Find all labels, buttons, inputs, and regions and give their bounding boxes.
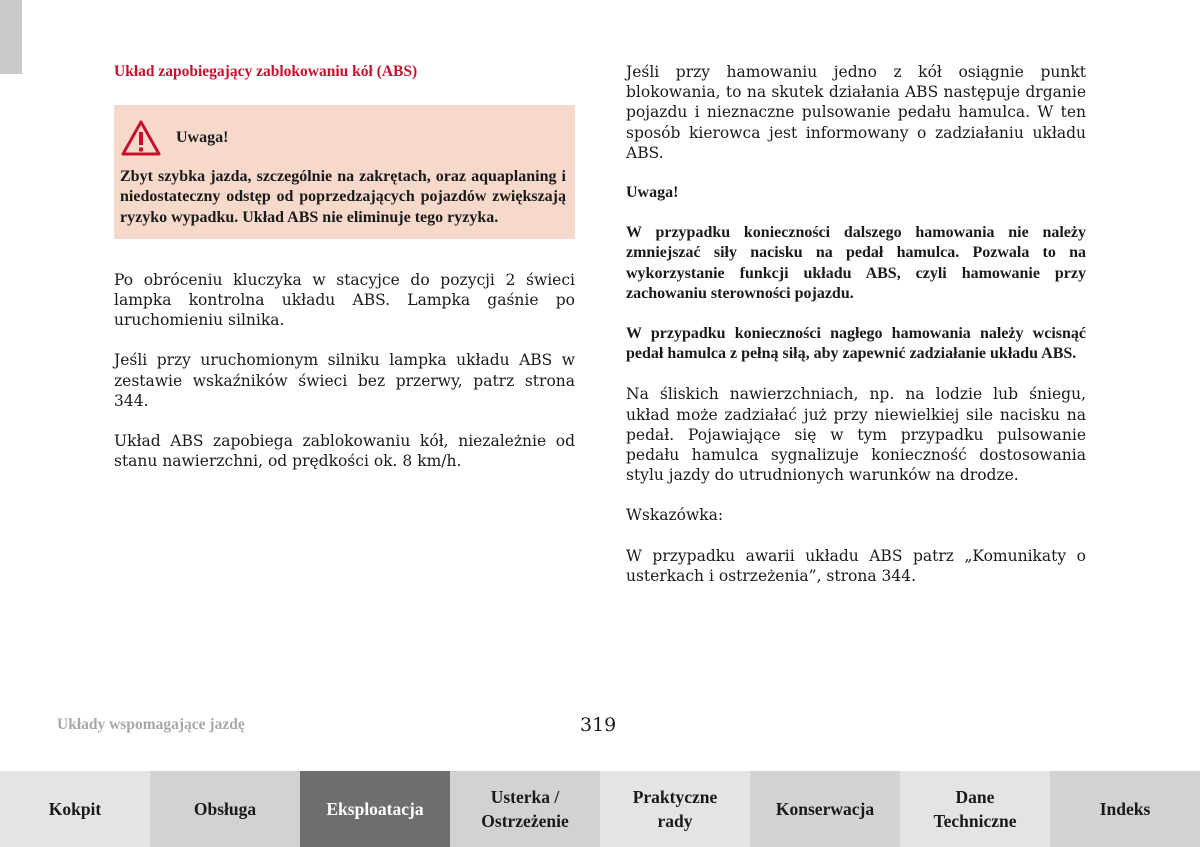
caution-label: Uwaga!	[626, 184, 679, 202]
hint-label: Wskazówka:	[626, 506, 724, 525]
tab-dane-techniczne[interactable]	[900, 771, 1050, 847]
paragraph: Układ ABS zapobiega zablokowaniu kół, niezależnie od stanu nawierzchni, od prędkości ok. 8 km/h.	[114, 432, 575, 471]
caution-paragraph: W przypadku konieczności dalszego hamowania nie należy zmniejszać siły nacisku na pedał hamulca. Pozwala to na wykorzystanie funkcji układu ABS, czyli hamowanie przy zachowaniu sterowności pojazdu.	[626, 224, 1086, 302]
tab-label: Dane Techniczne	[933, 787, 1017, 831]
tab-usterka-ostrzezenie[interactable]	[450, 771, 600, 847]
warning-label: Uwaga!	[176, 129, 229, 147]
tab-indeks[interactable]	[1050, 771, 1200, 847]
warning-triangle-icon	[120, 119, 162, 157]
warning-text: Zbyt szybka jazda, szczególnie na zakrętach, oraz aquaplaning i niedostateczny odstęp od poprzedzających pojazdów zwiększają ryzyko wypadku. Układ ABS nie eliminuje tego ryzyka.	[120, 168, 566, 226]
left-column	[114, 62, 575, 491]
tab-label: Konserwacja	[775, 799, 875, 819]
tab-label: Usterka / Ostrzeżenie	[481, 787, 569, 831]
tab-konserwacja[interactable]	[750, 771, 900, 847]
footer-section-name: Układy wspomagające jazdę	[57, 716, 245, 733]
paragraph: Jeśli przy hamowaniu jedno z kół osiągnie punkt blokowania, to na skutek działania ABS następuje drganie pojazdu i nieznaczne pulsowanie pedału hamulca. W ten sposób kierowca jest informowany o zadziałaniu układu ABS.	[626, 63, 1086, 162]
tab-obsluga[interactable]	[150, 771, 300, 847]
tab-label: Kokpit	[48, 799, 102, 819]
warning-box	[114, 105, 575, 239]
right-column	[626, 62, 1086, 606]
tab-praktyczne-rady[interactable]	[600, 771, 750, 847]
tab-label: Obsługa	[193, 799, 257, 819]
section-title: Układ zapobiegający zablokowaniu kół (ABS)	[114, 63, 418, 80]
tab-label: Eksploatacja	[326, 799, 424, 819]
caution-paragraph: W przypadku konieczności nagłego hamowania należy wcisnąć pedał hamulca z pełną siłą, aby zapewnić zadziałanie układu ABS.	[626, 325, 1086, 363]
paragraph: W przypadku awarii układu ABS patrz „Komunikaty o usterkach i ostrzeżenia”, strona 344.	[626, 546, 1086, 585]
tab-eksploatacja[interactable]	[300, 771, 450, 847]
tab-label: Praktyczne rady	[632, 787, 718, 831]
bottom-navigation	[0, 771, 1200, 847]
tab-kokpit[interactable]	[0, 771, 150, 847]
paragraph: Jeśli przy uruchomionym silniku lampka układu ABS w zestawie wskaźników świeci bez przerwy, patrz strona 344.	[114, 351, 575, 410]
paragraph: Na śliskich nawierzchniach, np. na lodzie lub śniegu, układ może zadziałać już przy niewielkiej sile nacisku na pedał. Pojawiające się w tym przypadku pulsowanie pedału hamulca sygnalizuje konieczność dostosowania stylu jazdy do utrudnionych warunków na drodze.	[626, 385, 1086, 485]
tab-label: Indeks	[1099, 799, 1151, 819]
warning-header	[120, 119, 566, 157]
paragraph: Po obróceniu kluczyka w stacyjce do pozycji 2 świeci lampka kontrolna układu ABS. Lampka gaśnie po uruchomieniu silnika.	[114, 270, 575, 330]
corner-tab	[0, 0, 22, 74]
page-number: 319	[580, 714, 617, 736]
